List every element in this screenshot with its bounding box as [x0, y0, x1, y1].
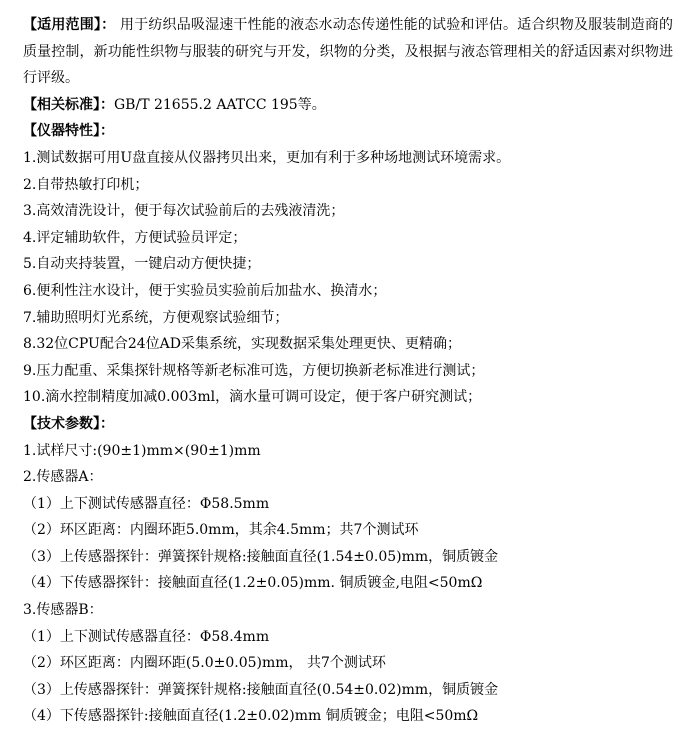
product-spec-document [23, 12, 673, 730]
feature-item: 9.压力配重、采集探针规格等新老标准可选，方便切换新老标准进行测试； [23, 362, 485, 379]
sensor-a-item: （3）上传感器探针：弹簧探针规格:接触面直径(1.54±0.05)mm，铜质镀金 [23, 548, 499, 565]
sensor-a-item: （1）上下测试传感器直径：Φ58.5mm [23, 495, 270, 512]
scope-text: 用于纺织品吸湿速干性能的液态水动态传递性能的试验和评估。适合织物及服装制造商的质量控制，新功能性织物与服装的研究与开发，织物的分类，及根据与液态管理相关的舒适因素对织物进行评级。 [23, 17, 674, 87]
features-heading: 【仪器特性】： [23, 123, 114, 140]
sensor-b-item: （3）上传感器探针：弹簧探针规格:接触面直径(0.54±0.02)mm，铜质镀金 [23, 681, 499, 698]
params-heading: 【技术参数】： [23, 415, 114, 432]
sensor-a-item: （2）环区距离：内圈环距5.0mm，其余4.5mm；共7个测试环 [23, 522, 419, 539]
standards-text: GB/T 21655.2 AATCC 195等。 [114, 96, 326, 113]
sensor-a-item: （4）下传感器探针：接触面直径(1.2±0.05)mm. 铜质镀金,电阻<50mΩ [23, 575, 483, 592]
scope-paragraph [23, 12, 673, 92]
sensor-b-item: （4）下传感器探针:接触面直径(1.2±0.02)mm 铜质镀金；电阻<50mΩ [23, 708, 479, 725]
sample-size-line: 1.试样尺寸:(90±1)mm×(90±1)mm [23, 442, 261, 459]
sensor-b-item: （1）上下测试传感器直径：Φ58.4mm [23, 628, 270, 645]
sensor-a-title: 2.传感器A： [23, 469, 103, 486]
feature-item: 1.测试数据可用U盘直接从仪器拷贝出来，更加有利于多种场地测试环境需求。 [23, 149, 511, 166]
feature-item: 2.自带热敏打印机； [23, 176, 149, 193]
feature-item: 10.滴水控制精度加减0.003ml，滴水量可调可设定，便于客户研究测试； [23, 389, 482, 406]
standards-heading: 【相关标准】： [23, 96, 114, 113]
standards-line [23, 92, 673, 119]
feature-item: 7.辅助照明灯光系统，方便观察试验细节； [23, 309, 289, 326]
feature-item: 6.便利性注水设计，便于实验员实验前后加盐水、换清水； [23, 282, 387, 299]
scope-heading: 【适用范围】： [23, 17, 116, 33]
feature-item: 8.32位CPU配合24位AD采集系统，实现数据采集处理更快、更精确； [23, 336, 462, 353]
feature-item: 5.自动夹持装置，一键启动方便快捷； [23, 256, 261, 273]
sensor-b-item: （2）环区距离：内圈环距(5.0±0.05)mm， 共7个测试环 [23, 655, 386, 672]
feature-item: 4.评定辅助软件，方便试验员评定； [23, 229, 247, 246]
sensor-b-title: 3.传感器B： [23, 602, 103, 619]
feature-item: 3.高效清洗设计，便于每次试验前后的去残液清洗； [23, 203, 345, 220]
